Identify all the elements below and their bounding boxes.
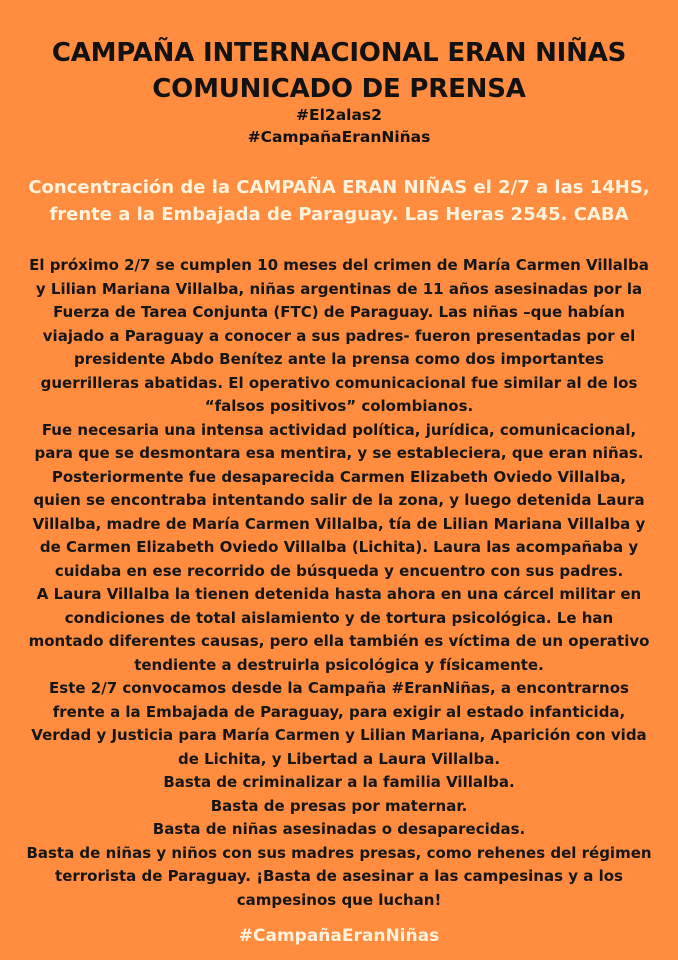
body-line: campesinos que luchan! bbox=[236, 890, 442, 909]
body-line: tendiente a destruirla psicológica y físicamente. bbox=[134, 655, 544, 674]
body-line: y Lilian Mariana Villalba, niñas argentinas de 11 años asesinadas por la bbox=[35, 279, 643, 298]
body-line: Basta de niñas y niños con sus madres presas, como rehenes del régimen bbox=[26, 843, 652, 862]
body-line: Basta de presas por maternar. bbox=[210, 796, 468, 815]
body-line: Posteriormente fue desaparecida Carmen Elizabeth Oviedo Villalba, bbox=[51, 467, 627, 486]
press-release-body bbox=[18, 254, 660, 912]
hashtag-el2alas2: #El2alas2 bbox=[296, 106, 382, 124]
body-line: guerrilleras abatidas. El operativo comunicacional fue similar al de los bbox=[40, 373, 638, 392]
body-line: presidente Abdo Benítez ante la prensa como dos importantes bbox=[74, 350, 604, 368]
body-line: condiciones de total aislamiento y de tortura psicológica. Le han bbox=[64, 608, 614, 627]
body-line: terrorista de Paraguay. ¡Basta de asesinar a las campesinas y a los bbox=[55, 867, 623, 885]
body-line: quien se encontraba intentando salir de la zona, y luego detenida Laura bbox=[33, 491, 645, 509]
body-line: Este 2/7 convocamos desde la Campaña #EranNiñas, a encontrarnos bbox=[49, 679, 629, 697]
body-line: El próximo 2/7 se cumplen 10 meses del crimen de María Carmen Villalba bbox=[29, 256, 649, 274]
body-line: de Carmen Elizabeth Oviedo Villalba (Lichita). Laura las acompañaba y bbox=[39, 538, 639, 556]
body-line: Basta de niñas asesinadas o desaparecidas. bbox=[152, 820, 526, 838]
body-line: de Lichita, y Libertad a Laura Villalba. bbox=[177, 749, 501, 768]
body-line: “falsos positivos” colombianos. bbox=[204, 397, 474, 415]
body-line: cuidaba en ese recorrido de búsqueda y encuentro con sus padres. bbox=[54, 561, 624, 580]
body-line: Fuerza de Tarea Conjunta (FTC) de Paraguay. Las niñas –que habían bbox=[53, 303, 625, 321]
announcement-line-2: frente a la Embajada de Paraguay. Las Heras 2545. CABA bbox=[49, 204, 629, 225]
title-line-2: COMUNICADO DE PRENSA bbox=[152, 74, 526, 104]
body-line: montado diferentes causas, pero ella también es víctima de un operativo bbox=[28, 632, 650, 650]
body-line: Villalba, madre de María Carmen Villalba, tía de Lilian Mariana Villalba y bbox=[32, 514, 646, 533]
body-line: A Laura Villalba la tienen detenida hasta ahora en una cárcel militar en bbox=[36, 585, 642, 603]
body-line: frente a la Embajada de Paraguay, para exigir al estado infanticida, bbox=[52, 702, 626, 721]
body-line: Basta de criminalizar a la familia Villalba. bbox=[163, 773, 515, 791]
body-line: viajado a Paraguay a conocer a sus padres- fueron presentadas por el bbox=[42, 326, 636, 345]
title-line-1: CAMPAÑA INTERNACIONAL ERAN NIÑAS bbox=[51, 38, 627, 68]
announcement-line-1: Concentración de la CAMPAÑA ERAN NIÑAS el 2/7 a las 14HS, bbox=[28, 177, 650, 198]
body-line: Fue necesaria una intensa actividad política, jurídica, comunicacional, bbox=[41, 420, 637, 439]
body-line: para que se desmontara esa mentira, y se estableciera, que eran niñas. bbox=[34, 444, 644, 462]
hashtag-campaign: #CampañaEranNiñas bbox=[247, 128, 431, 146]
footer-hashtag: #CampañaEranNiñas bbox=[238, 926, 440, 946]
body-line: Verdad y Justicia para María Carmen y Lilian Mariana, Aparición con vida bbox=[31, 726, 647, 744]
